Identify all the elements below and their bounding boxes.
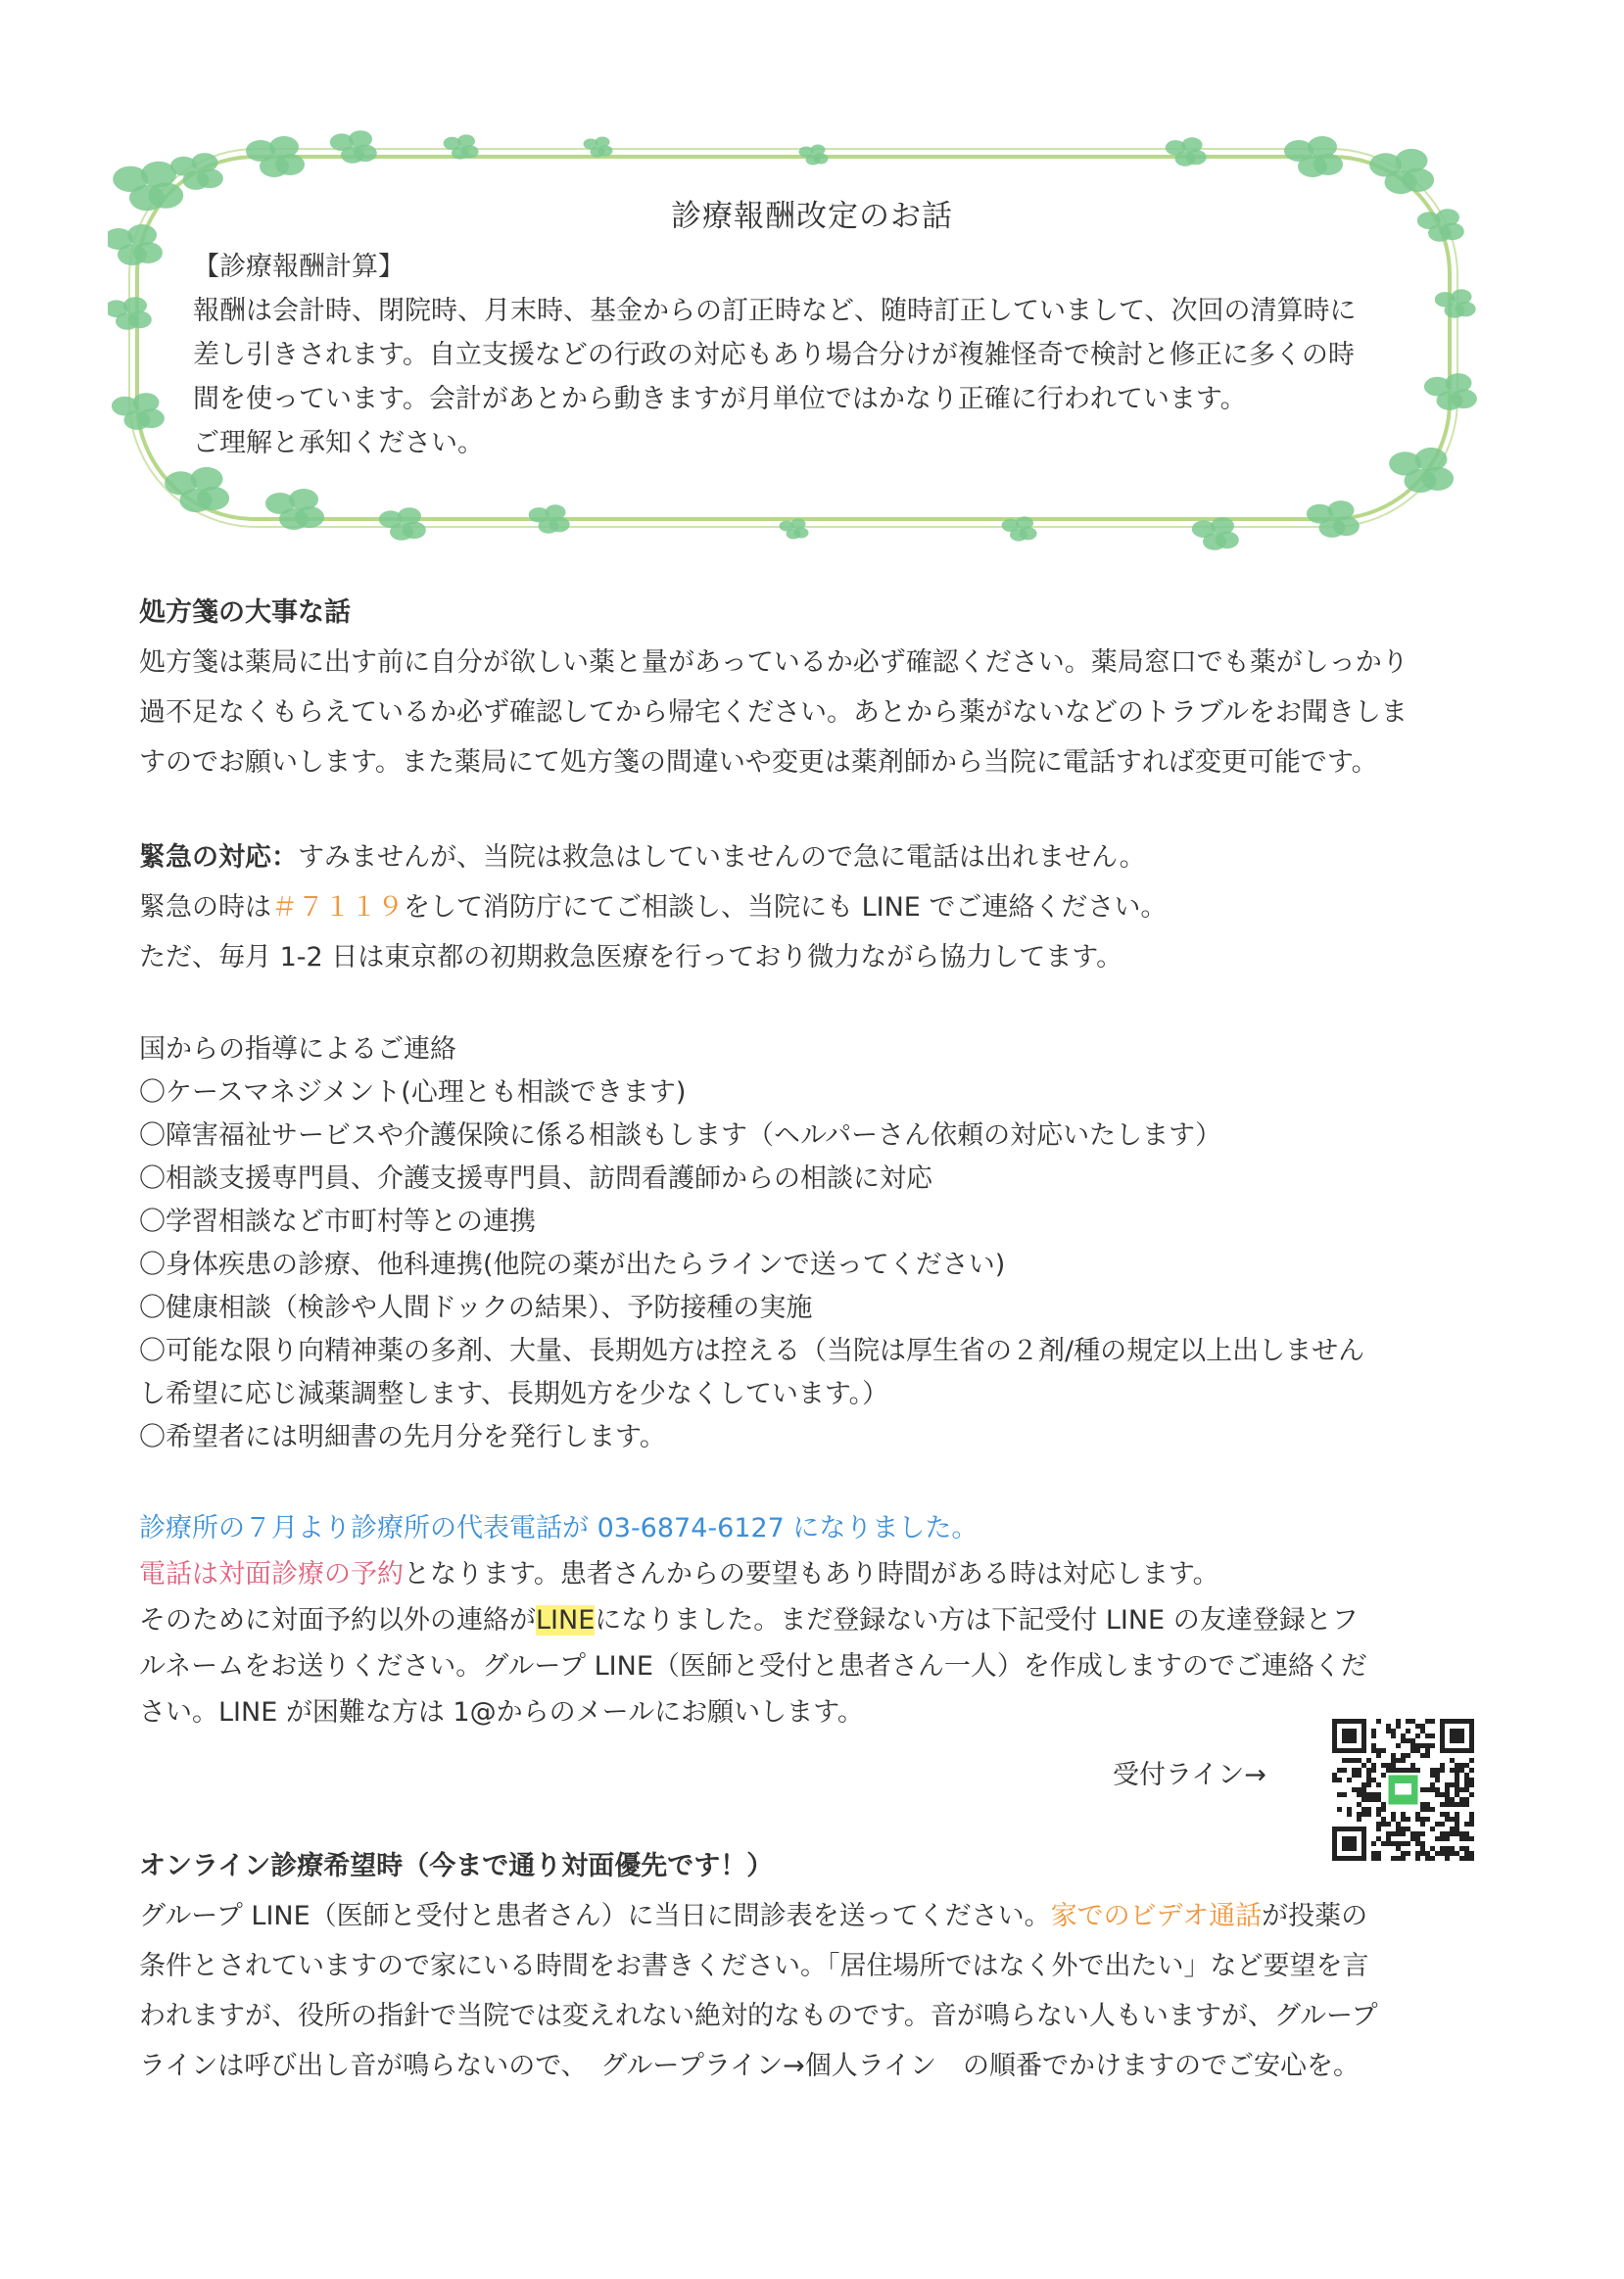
qr-module [1391, 1768, 1396, 1773]
qr-module [1430, 1807, 1435, 1812]
qr-module [1361, 1782, 1366, 1787]
qr-module [1430, 1773, 1435, 1778]
qr-module [1469, 1782, 1474, 1787]
qr-module [1371, 1792, 1376, 1797]
qr-module [1381, 1817, 1386, 1822]
emergency-section [139, 832, 1491, 982]
phone-reservation-note: 電話は対面診療の予約 [139, 1559, 404, 1590]
clover-leaf [814, 154, 829, 165]
qr-module [1381, 1822, 1386, 1827]
frame-line: 間を使っています。会計があとから動きますが月単位ではかなり正確に行われています。 [193, 384, 1247, 414]
qr-module [1410, 1768, 1415, 1773]
qr-module [1435, 1778, 1440, 1782]
qr-module [1371, 1748, 1376, 1753]
clover-leaf [197, 168, 223, 188]
clover-leaf [1216, 532, 1239, 549]
qr-module [1371, 1743, 1376, 1748]
clover-leaf [1333, 516, 1360, 536]
qr-module [1455, 1792, 1459, 1797]
qr-finder [1342, 1729, 1357, 1743]
phone-line-4: ルネームをお送りください。グループ LINE（医師と受付と患者さん一人）を作成しますのでご連絡くだ [139, 1651, 1367, 1682]
qr-module [1406, 1719, 1410, 1724]
qr-module [1386, 1768, 1391, 1773]
qr-module [1410, 1719, 1415, 1724]
qr-module [1381, 1748, 1386, 1753]
qr-module [1459, 1797, 1464, 1802]
qr-module [1464, 1787, 1469, 1792]
qr-module [1347, 1807, 1352, 1812]
guidance-item: 〇学習相談など市町村等との連携 [139, 1207, 536, 1237]
qr-module [1435, 1768, 1440, 1773]
qr-module [1366, 1812, 1371, 1817]
qr-module [1357, 1773, 1361, 1778]
clover-leaf [133, 242, 163, 263]
qr-module [1420, 1743, 1425, 1748]
qr-module [1445, 1792, 1450, 1797]
qr-module [1406, 1738, 1410, 1743]
clover-leaf [598, 146, 613, 157]
frame-line: 差し引きされます。自立支援などの行政の対応もあり場合分けが複雑怪奇で検討と修正に多くの時 [193, 340, 1355, 370]
qr-module [1371, 1763, 1376, 1768]
online-section [139, 1841, 1491, 2091]
qr-module [1415, 1768, 1420, 1773]
qr-module [1450, 1831, 1455, 1836]
qr-module [1391, 1733, 1396, 1738]
qr-module [1450, 1768, 1455, 1773]
qr-module [1450, 1802, 1455, 1807]
qr-module [1425, 1817, 1430, 1822]
qr-module [1391, 1812, 1396, 1817]
qr-module [1381, 1802, 1386, 1807]
qr-module [1401, 1768, 1406, 1773]
qr-module [1410, 1748, 1415, 1753]
frame-heading: 【診療報酬計算】 [193, 252, 405, 282]
qr-module [1396, 1831, 1401, 1836]
qr-module [1459, 1768, 1464, 1773]
qr-module [1391, 1763, 1396, 1768]
qr-module [1371, 1729, 1376, 1733]
frame-line: ご理解と承知ください。 [193, 428, 484, 458]
qr-module [1450, 1827, 1455, 1831]
qr-module [1430, 1782, 1435, 1787]
qr-module [1406, 1729, 1410, 1733]
qr-module [1391, 1831, 1396, 1836]
qr-module [1352, 1768, 1357, 1773]
qr-module [1386, 1831, 1391, 1836]
clover-leaf [138, 408, 165, 428]
qr-module [1396, 1822, 1401, 1827]
qr-module [1440, 1831, 1445, 1836]
clover-leaf [128, 311, 152, 329]
qr-module [1435, 1787, 1440, 1792]
qr-module [1396, 1724, 1401, 1729]
qr-module [1420, 1807, 1425, 1812]
qr-module [1415, 1724, 1420, 1729]
qr-module [1415, 1733, 1420, 1738]
phone-line-5: さい。LINE が困難な方は 1@からのメールにお願いします。 [139, 1697, 864, 1728]
qr-module [1450, 1817, 1455, 1822]
online-line-4: ラインは呼び出し音が鳴らないので、 グループライン→個人ライン の順番でかけますのでご安心を。 [139, 2051, 1360, 2081]
qr-module [1430, 1827, 1435, 1831]
qr-module [1376, 1822, 1381, 1827]
clover-leaf [1402, 168, 1434, 192]
guidance-item: 〇ケースマネジメント(心理とも相談できます) [139, 1077, 687, 1108]
qr-module [1425, 1748, 1430, 1753]
guidance-heading: 国からの指導によるご連絡 [139, 1034, 456, 1065]
qr-module [1420, 1787, 1425, 1792]
qr-module [1440, 1763, 1445, 1768]
qr-module [1420, 1822, 1425, 1827]
qr-module [1445, 1797, 1450, 1802]
qr-module [1401, 1812, 1406, 1817]
qr-module [1376, 1782, 1381, 1787]
prescription-section [139, 588, 1491, 787]
qr-module [1455, 1773, 1459, 1778]
qr-module [1376, 1827, 1381, 1831]
clover-leaf [794, 528, 809, 539]
qr-module [1357, 1792, 1361, 1797]
qr-module [1401, 1817, 1406, 1822]
qr-module [1459, 1831, 1464, 1836]
qr-module [1391, 1758, 1396, 1763]
qr-module [1440, 1802, 1445, 1807]
qr-module [1386, 1729, 1391, 1733]
qr-module [1396, 1827, 1401, 1831]
qr-module [1391, 1817, 1396, 1822]
emergency-text: 緊急の時は [139, 892, 271, 923]
qr-module [1469, 1758, 1474, 1763]
qr-finder [1450, 1729, 1464, 1743]
qr-module [1366, 1797, 1371, 1802]
qr-module [1425, 1807, 1430, 1812]
qr-module [1410, 1831, 1415, 1836]
qr-module [1455, 1768, 1459, 1773]
qr-module [1332, 1773, 1337, 1778]
qr-module [1435, 1822, 1440, 1827]
qr-module [1410, 1743, 1415, 1748]
phone-line-3 [139, 1597, 1491, 1643]
clover-leaf [1456, 302, 1476, 316]
qr-module [1396, 1758, 1401, 1763]
guidance-item: し希望に応じ減薬調整します、長期処方を少なくしています。） [139, 1379, 889, 1409]
guidance-item: 〇障害福祉サービスや介護保険に係る相談もします（ヘルパーさん依頼の対応いたします） [139, 1120, 1222, 1151]
guidance-item: 〇希望者には明細書の先月分を発行します。 [139, 1422, 666, 1452]
qr-module [1420, 1817, 1425, 1822]
qr-module [1464, 1831, 1469, 1836]
clover-leaf [1421, 467, 1454, 491]
qr-module [1425, 1753, 1430, 1758]
clover-leaf [1451, 389, 1477, 408]
qr-module [1352, 1787, 1357, 1792]
guidance-item: 〇可能な限り向精神薬の多剤、大量、長期処方は控える（当院は厚生省の２剤/種の規定以上出しません [139, 1336, 1365, 1366]
qr-module [1376, 1812, 1381, 1817]
qr-module [1366, 1782, 1371, 1787]
qr-module [1391, 1729, 1396, 1733]
online-heading: オンライン診療希望時（今まで通り対面優先です！） [139, 1851, 774, 1881]
prescription-heading: 処方箋の大事な話 [139, 597, 351, 628]
guidance-item: 〇身体疾患の診療、他科連携(他院の薬が出たらラインで送ってください) [139, 1250, 1006, 1280]
qr-module [1425, 1743, 1430, 1748]
qr-module [1435, 1792, 1440, 1797]
line-highlight: LINE [536, 1605, 596, 1636]
qr-module [1386, 1822, 1391, 1827]
qr-module [1401, 1758, 1406, 1763]
phone-text: になりました。まだ登録ない方は下記受付 LINE の友達登録とフ [595, 1605, 1359, 1636]
phone-text: そのために対面予約以外の連絡が [139, 1605, 536, 1636]
qr-module [1357, 1787, 1361, 1792]
qr-module [1445, 1782, 1450, 1787]
qr-module [1425, 1719, 1430, 1724]
clover-leaf [403, 522, 426, 540]
qr-module [1455, 1782, 1459, 1787]
qr-module [1361, 1763, 1366, 1768]
qr-module [1371, 1797, 1376, 1802]
qr-module [1450, 1758, 1455, 1763]
emergency-line-3: ただ、毎月 1-2 日は東京都の初期救急医療を行っており微力ながら協力してます。 [139, 942, 1123, 973]
qr-module [1464, 1773, 1469, 1778]
online-line-3: われますが、役所の指針で当院では変えれない絶対的なものです。音が鳴らない人もいますが、グループ [139, 2001, 1378, 2031]
video-call-note: 家でのビデオ通話 [1050, 1901, 1263, 1931]
prescription-line: すのでお願いします。また薬局にて処方箋の間違いや変更は薬剤師から当院に電話すれば変更可能です。 [139, 747, 1378, 778]
qr-module [1440, 1768, 1445, 1773]
clover-leaf [197, 487, 229, 510]
qr-module [1420, 1724, 1425, 1729]
qr-module [1401, 1753, 1406, 1758]
qr-module [1455, 1802, 1459, 1807]
guidance-section [139, 1028, 1491, 1459]
qr-module [1376, 1792, 1381, 1797]
qr-module [1425, 1787, 1430, 1792]
qr-module [1464, 1797, 1469, 1802]
qr-module [1420, 1753, 1425, 1758]
clover-leaf [295, 506, 324, 528]
qr-module [1352, 1773, 1357, 1778]
qr-module [1396, 1768, 1401, 1773]
qr-module [1391, 1753, 1396, 1758]
qr-module [1464, 1802, 1469, 1807]
qr-label: 受付ライン→ [1113, 1760, 1266, 1790]
qr-module [1445, 1787, 1450, 1792]
qr-module [1357, 1768, 1361, 1773]
qr-module [1420, 1802, 1425, 1807]
emergency-text: すみませんが、当院は救急はしていませんので急に電話は出れません。 [298, 842, 1146, 873]
emergency-line-1 [139, 832, 1491, 882]
qr-module [1381, 1773, 1386, 1778]
qr-module [1455, 1778, 1459, 1782]
qr-module [1415, 1817, 1420, 1822]
prescription-line: 過不足なくもらえているか必ず確認してから帰宅ください。あとから薬がないなどのトラブルをお聞きしま [139, 697, 1408, 728]
qr-module [1357, 1802, 1361, 1807]
qr-module [1459, 1763, 1464, 1768]
qr-module [1415, 1743, 1420, 1748]
qr-module [1406, 1768, 1410, 1773]
qr-module [1347, 1778, 1352, 1782]
qr-module [1455, 1831, 1459, 1836]
qr-module [1357, 1817, 1361, 1822]
qr-module [1401, 1827, 1406, 1831]
qr-module [1376, 1753, 1381, 1758]
qr-module [1455, 1827, 1459, 1831]
qr-module [1406, 1817, 1410, 1822]
qr-module [1464, 1822, 1469, 1827]
qr-module [1450, 1797, 1455, 1802]
qr-module [1347, 1758, 1352, 1763]
line-logo-icon [1395, 1783, 1411, 1795]
qr-module [1371, 1778, 1376, 1782]
qr-module [1455, 1812, 1459, 1817]
qr-module [1430, 1733, 1435, 1738]
qr-module [1430, 1719, 1435, 1724]
qr-module [1376, 1719, 1381, 1724]
online-text: グループ LINE（医師と受付と患者さん）に当日に問診表を送ってください。 [139, 1901, 1051, 1931]
qr-module [1332, 1778, 1337, 1782]
qr-module [1366, 1773, 1371, 1778]
qr-module [1455, 1787, 1459, 1792]
online-line-1 [139, 1891, 1491, 1941]
qr-module [1445, 1831, 1450, 1836]
qr-module [1469, 1822, 1474, 1827]
qr-module [1455, 1817, 1459, 1822]
qr-module [1337, 1792, 1342, 1797]
frame-line: 報酬は会計時、閉院時、月末時、基金からの訂正時など、随時訂正していまして、次回の清算時に [193, 296, 1357, 326]
qr-module [1361, 1807, 1366, 1812]
qr-module [1371, 1768, 1376, 1773]
frame-body [193, 245, 1417, 465]
qr-module [1415, 1812, 1420, 1817]
qr-module [1469, 1792, 1474, 1797]
qr-module [1459, 1787, 1464, 1792]
phone-text: となります。患者さんからの要望もあり時間がある時は対応します。 [404, 1559, 1219, 1590]
qr-module [1337, 1778, 1342, 1782]
qr-module [1440, 1822, 1445, 1827]
qr-module [1406, 1753, 1410, 1758]
frame-title: 診療報酬改定のお話 [671, 199, 953, 234]
qr-module [1415, 1748, 1420, 1753]
emergency-label: 緊急の対応： [139, 842, 298, 873]
qr-module [1396, 1719, 1401, 1724]
qr-module [1464, 1763, 1469, 1768]
qr-module [1450, 1782, 1455, 1787]
qr-module [1352, 1758, 1357, 1763]
clover-leaf [461, 145, 479, 158]
qr-module [1381, 1807, 1386, 1812]
clover-leaf [354, 145, 377, 163]
qr-module [1366, 1768, 1371, 1773]
phone-section [139, 1505, 1491, 1735]
qr-module [1445, 1802, 1450, 1807]
qr-module [1401, 1733, 1406, 1738]
qr-module [1459, 1802, 1464, 1807]
prescription-line: 処方箋は薬局に出す前に自分が欲しい薬と量があっているか必ず確認ください。薬局窓口でも薬がしっかり [139, 647, 1409, 678]
qr-module [1366, 1807, 1371, 1812]
qr-module [1342, 1768, 1347, 1773]
line-qr-code-icon[interactable] [1332, 1719, 1474, 1861]
qr-module [1337, 1807, 1342, 1812]
qr-module [1406, 1827, 1410, 1831]
clover-leaf [1020, 527, 1037, 540]
phone-line-2 [139, 1551, 1491, 1597]
qr-module [1430, 1743, 1435, 1748]
qr-module [1435, 1773, 1440, 1778]
clover-leaf [275, 154, 305, 175]
qr-module [1386, 1763, 1391, 1768]
qr-module [1420, 1831, 1425, 1836]
qr-module [1430, 1787, 1435, 1792]
qr-module [1376, 1748, 1381, 1753]
qr-module [1455, 1822, 1459, 1827]
qr-module [1361, 1792, 1366, 1797]
qr-module [1440, 1812, 1445, 1817]
clover-leaf [1314, 154, 1343, 175]
qr-module [1401, 1738, 1406, 1743]
qr-module [1430, 1768, 1435, 1773]
qr-module [1342, 1792, 1347, 1797]
emergency-text: をして消防庁にてご相談し、当院にも LINE でご連絡ください。 [404, 892, 1168, 923]
qr-module [1347, 1812, 1352, 1817]
emergency-line-2 [139, 882, 1491, 932]
clover-leaf [1186, 150, 1207, 165]
phone-notice: 診療所の７月より診療所の代表電話が 03-6874-6127 になりました。 [139, 1513, 979, 1543]
qr-module [1469, 1812, 1474, 1817]
qr-module [1386, 1724, 1391, 1729]
qr-module [1357, 1812, 1361, 1817]
qr-module [1361, 1797, 1366, 1802]
emergency-number: ＃７１１９ [271, 892, 404, 923]
qr-module [1469, 1778, 1474, 1782]
qr-module [1361, 1787, 1366, 1792]
qr-module [1361, 1812, 1366, 1817]
qr-module [1445, 1817, 1450, 1822]
qr-module [1366, 1758, 1371, 1763]
qr-module [1396, 1743, 1401, 1748]
qr-module [1464, 1778, 1469, 1782]
qr-module [1415, 1831, 1420, 1836]
online-text: が投薬の [1262, 1901, 1368, 1931]
qr-module [1469, 1768, 1474, 1773]
qr-module [1425, 1733, 1430, 1738]
qr-module [1376, 1807, 1381, 1812]
qr-module [1371, 1733, 1376, 1738]
qr-module [1366, 1778, 1371, 1782]
qr-module [1425, 1802, 1430, 1807]
qr-module [1366, 1792, 1371, 1797]
qr-module [1342, 1758, 1347, 1763]
qr-module [1410, 1738, 1415, 1743]
qr-module [1376, 1797, 1381, 1802]
qr-module [1464, 1782, 1469, 1787]
qr-module [1401, 1831, 1406, 1836]
qr-module [1440, 1792, 1445, 1797]
qr-module [1410, 1763, 1415, 1768]
guidance-item: 〇相談支援専門員、介護支援専門員、訪問看護師からの相談に対応 [139, 1163, 932, 1194]
qr-module [1469, 1817, 1474, 1822]
qr-module [1381, 1763, 1386, 1768]
qr-module [1357, 1758, 1361, 1763]
qr-module [1455, 1763, 1459, 1768]
qr-module [1445, 1812, 1450, 1817]
guidance-item: 〇健康相談（検診や人間ドックの結果）、予防接種の実施 [139, 1293, 813, 1323]
clover-leaf [549, 517, 570, 532]
online-line-2: 条件とされていますので家にいる時間をお書きください。「居住場所ではなく外で出たい」など要望を言 [139, 1951, 1369, 1981]
qr-module [1420, 1729, 1425, 1733]
qr-module [1337, 1768, 1342, 1773]
